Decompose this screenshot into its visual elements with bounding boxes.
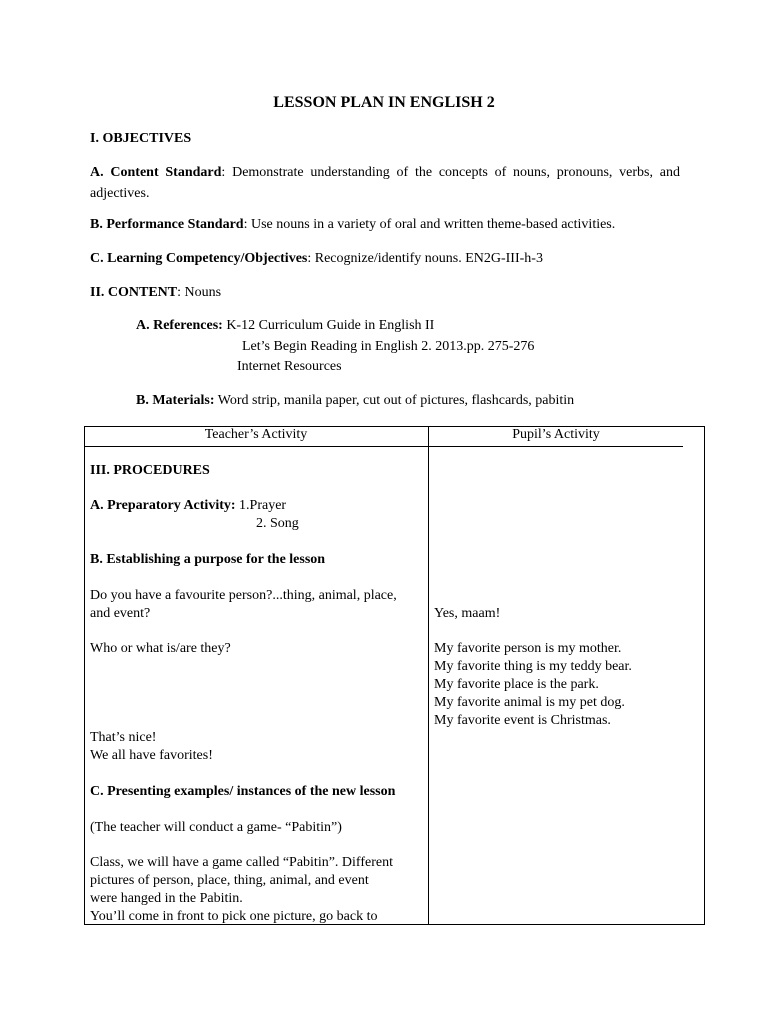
- materials: [136, 392, 574, 410]
- content-heading: [90, 284, 221, 302]
- content-heading-label: II. CONTENT: [90, 285, 178, 300]
- references-item-2: Let’s Begin Reading in English 2. 2013.pp. 275-276: [242, 339, 535, 354]
- learning-competency: [90, 250, 543, 268]
- content-heading-text: : Nouns: [177, 285, 222, 300]
- purpose-heading: B. Establishing a purpose for the lesson: [90, 552, 326, 567]
- performance-standard-text: : Use nouns in a variety of oral and written theme-based activities.: [243, 217, 616, 232]
- content-standard-label: A. Content Standard: [90, 165, 222, 180]
- column-header-pupil: Pupil’s Activity: [512, 427, 600, 442]
- objectives-heading: I. OBJECTIVES: [90, 131, 192, 146]
- procedures-heading: III. PROCEDURES: [90, 463, 210, 478]
- preparatory-item-1: 1.Prayer: [239, 498, 287, 513]
- preparatory-activity: [90, 497, 286, 515]
- favourite-question-line-2: and event?: [90, 606, 151, 621]
- materials-label: B. Materials:: [136, 393, 215, 408]
- teacher-response-1: That’s nice!: [90, 730, 157, 745]
- materials-text: Word strip, manila paper, cut out of pictures, flashcards, pabitin: [217, 393, 575, 408]
- references-label: A. References:: [136, 318, 223, 333]
- references-item-3: Internet Resources: [237, 359, 342, 374]
- pupil-answer-yes: Yes, maam!: [434, 606, 501, 621]
- game-instructions-line-1: Class, we will have a game called “Pabitin”. Different: [90, 855, 393, 870]
- content-standard: [90, 162, 680, 204]
- pupil-favorite-1: My favorite person is my mother.: [434, 641, 622, 656]
- favourite-question-line-1: Do you have a favourite person?...thing, animal, place,: [90, 588, 397, 603]
- game-instructions-line-4: You’ll come in front to pick one picture, go back to: [90, 909, 378, 924]
- pupil-favorite-3: My favorite place is the park.: [434, 677, 599, 692]
- performance-standard-label: B. Performance Standard: [90, 217, 244, 232]
- content-standard-text: : Demonstrate understanding of the concepts of nouns, pronouns, verbs, and adjectives.: [90, 165, 680, 201]
- teacher-response-2: We all have favorites!: [90, 748, 213, 763]
- competency-text: : Recognize/identify nouns. EN2G-III-h-3: [307, 251, 543, 266]
- table-column-divider: [428, 426, 429, 925]
- pupil-favorite-5: My favorite event is Christmas.: [434, 713, 611, 728]
- game-instructions-line-3: were hanged in the Pabitin.: [90, 891, 243, 906]
- pupil-favorite-4: My favorite animal is my pet dog.: [434, 695, 625, 710]
- preparatory-label: A. Preparatory Activity:: [90, 498, 236, 513]
- pupil-favorite-2: My favorite thing is my teddy bear.: [434, 659, 632, 674]
- page-title: LESSON PLAN IN ENGLISH 2: [273, 94, 495, 111]
- table-header-divider: [84, 446, 683, 447]
- who-question: Who or what is/are they?: [90, 641, 231, 656]
- game-intro: (The teacher will conduct a game- “Pabitin”): [90, 820, 342, 835]
- presenting-heading: C. Presenting examples/ instances of the new lesson: [90, 784, 396, 799]
- game-instructions-line-2: pictures of person, place, thing, animal, and event: [90, 873, 369, 888]
- references: [136, 317, 434, 335]
- column-header-teacher: Teacher’s Activity: [204, 427, 308, 442]
- references-item-1: K-12 Curriculum Guide in English II: [226, 318, 435, 333]
- performance-standard: [90, 216, 615, 234]
- competency-label: C. Learning Competency/Objectives: [90, 251, 308, 266]
- preparatory-item-2: 2. Song: [256, 516, 299, 531]
